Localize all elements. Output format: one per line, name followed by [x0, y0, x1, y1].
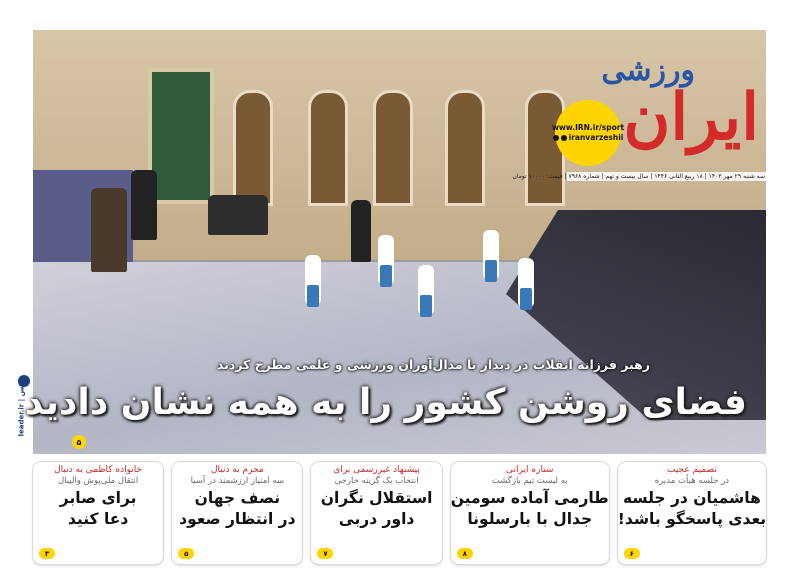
- photo-arch: [308, 90, 348, 206]
- photo-arch: [445, 90, 485, 206]
- lead-kicker: رهبر فرزانه انقلاب در دیدار با مدال‌آوران ورزشی و علمی مطرح کردند: [216, 357, 650, 372]
- teaser-title-line: طارمی آماده سومین: [450, 489, 609, 508]
- teaser-card[interactable]: [33, 462, 163, 564]
- teaser-page-ref[interactable]: ۶: [624, 548, 640, 559]
- logo-title: ایران: [623, 80, 759, 155]
- teaser-title-line: بعدی پاسخگو باشد!: [617, 510, 767, 529]
- teaser-title-line: در انتظار صعود: [179, 510, 296, 529]
- teaser-title-line: دعا کنید: [67, 510, 129, 529]
- teaser-page-ref[interactable]: ۷: [317, 548, 333, 559]
- teaser-title: [311, 488, 441, 530]
- teaser-title-line: نصف جهان: [194, 489, 281, 508]
- teaser-title-line: جدال با بارسلونا: [467, 510, 593, 529]
- photo-performer: [483, 230, 499, 280]
- teaser-subkicker: انتقال ملی‌پوش والیبال: [57, 476, 139, 487]
- teaser-title-line: برای صابر: [59, 489, 137, 508]
- teaser-kicker: خانواده کاظمی به دنبال: [54, 465, 143, 475]
- photo-credit: leader.ir | عکس: [17, 377, 26, 437]
- teaser-page-ref[interactable]: ۳: [39, 548, 55, 559]
- site-url[interactable]: www.IRN.ir/sport: [551, 122, 625, 132]
- telegram-icon: [561, 135, 567, 141]
- lead-headline[interactable]: فضای روشن کشور را به همه نشان دادید: [24, 382, 747, 423]
- teaser-title-line: داور دربی: [338, 510, 415, 529]
- photo-standing-figure: [131, 170, 157, 240]
- photo-musicians: [208, 195, 268, 235]
- social-handle: iranvarzeshii: [568, 133, 624, 142]
- teaser-title: [451, 488, 609, 530]
- teaser-title: [33, 488, 163, 530]
- teaser-title: [172, 488, 302, 530]
- teaser-subkicker: سه امتیاز ارزشمند در آسیا: [190, 476, 285, 487]
- teaser-card[interactable]: [618, 462, 766, 564]
- teaser-card[interactable]: [311, 462, 441, 564]
- teaser-card[interactable]: [172, 462, 302, 564]
- photo-performer: [518, 258, 534, 308]
- photo-tapestry: [148, 68, 214, 204]
- lead-page-ref[interactable]: ۵: [72, 435, 86, 449]
- teaser-subkicker: به لیست تیم بازگشت: [491, 476, 568, 487]
- photo-arch: [233, 90, 273, 206]
- instagram-icon: [553, 135, 559, 141]
- photo-performer: [378, 235, 394, 285]
- teaser-row: [33, 462, 766, 564]
- logo-subtitle: ورزشی: [601, 53, 695, 88]
- social-row: [553, 133, 624, 144]
- teaser-title: [618, 488, 766, 530]
- photo-seated-figure: [91, 188, 127, 272]
- masthead: [551, 32, 765, 172]
- teaser-kicker: ستاره ایرانی: [506, 465, 554, 475]
- teaser-title-line: هاشمیان در جلسه: [622, 489, 761, 508]
- photo-performer: [305, 255, 321, 305]
- teaser-subkicker: انتخاب یک گزینه خارجی: [334, 476, 419, 487]
- teaser-page-ref[interactable]: ۵: [178, 548, 194, 559]
- teaser-title-line: استقلال نگران: [320, 489, 433, 508]
- teaser-subkicker: در جلسه هیأت مدیره: [654, 476, 730, 487]
- photo-standing-figure: [351, 200, 371, 262]
- teaser-card[interactable]: [451, 462, 609, 564]
- photo-performer: [418, 265, 434, 315]
- photo-arch: [373, 90, 413, 206]
- site-badge[interactable]: [551, 100, 625, 166]
- teaser-kicker: تصمیم عجیب: [667, 465, 717, 475]
- teaser-kicker: محرم به دنبال: [210, 465, 264, 475]
- teaser-page-ref[interactable]: ۸: [457, 548, 473, 559]
- dateline: سه شنبه ۲۹ مهر ۱۴۰۳ | ۱۸ ربیع الثانی ۱۴۴۶ | سال بیست و نهم | شماره ۷۹۶۸ | قیمت: ۱۰۰۰۰ تومان: [512, 173, 765, 180]
- teaser-kicker: پیشنهاد غیررسمی برای: [333, 465, 420, 475]
